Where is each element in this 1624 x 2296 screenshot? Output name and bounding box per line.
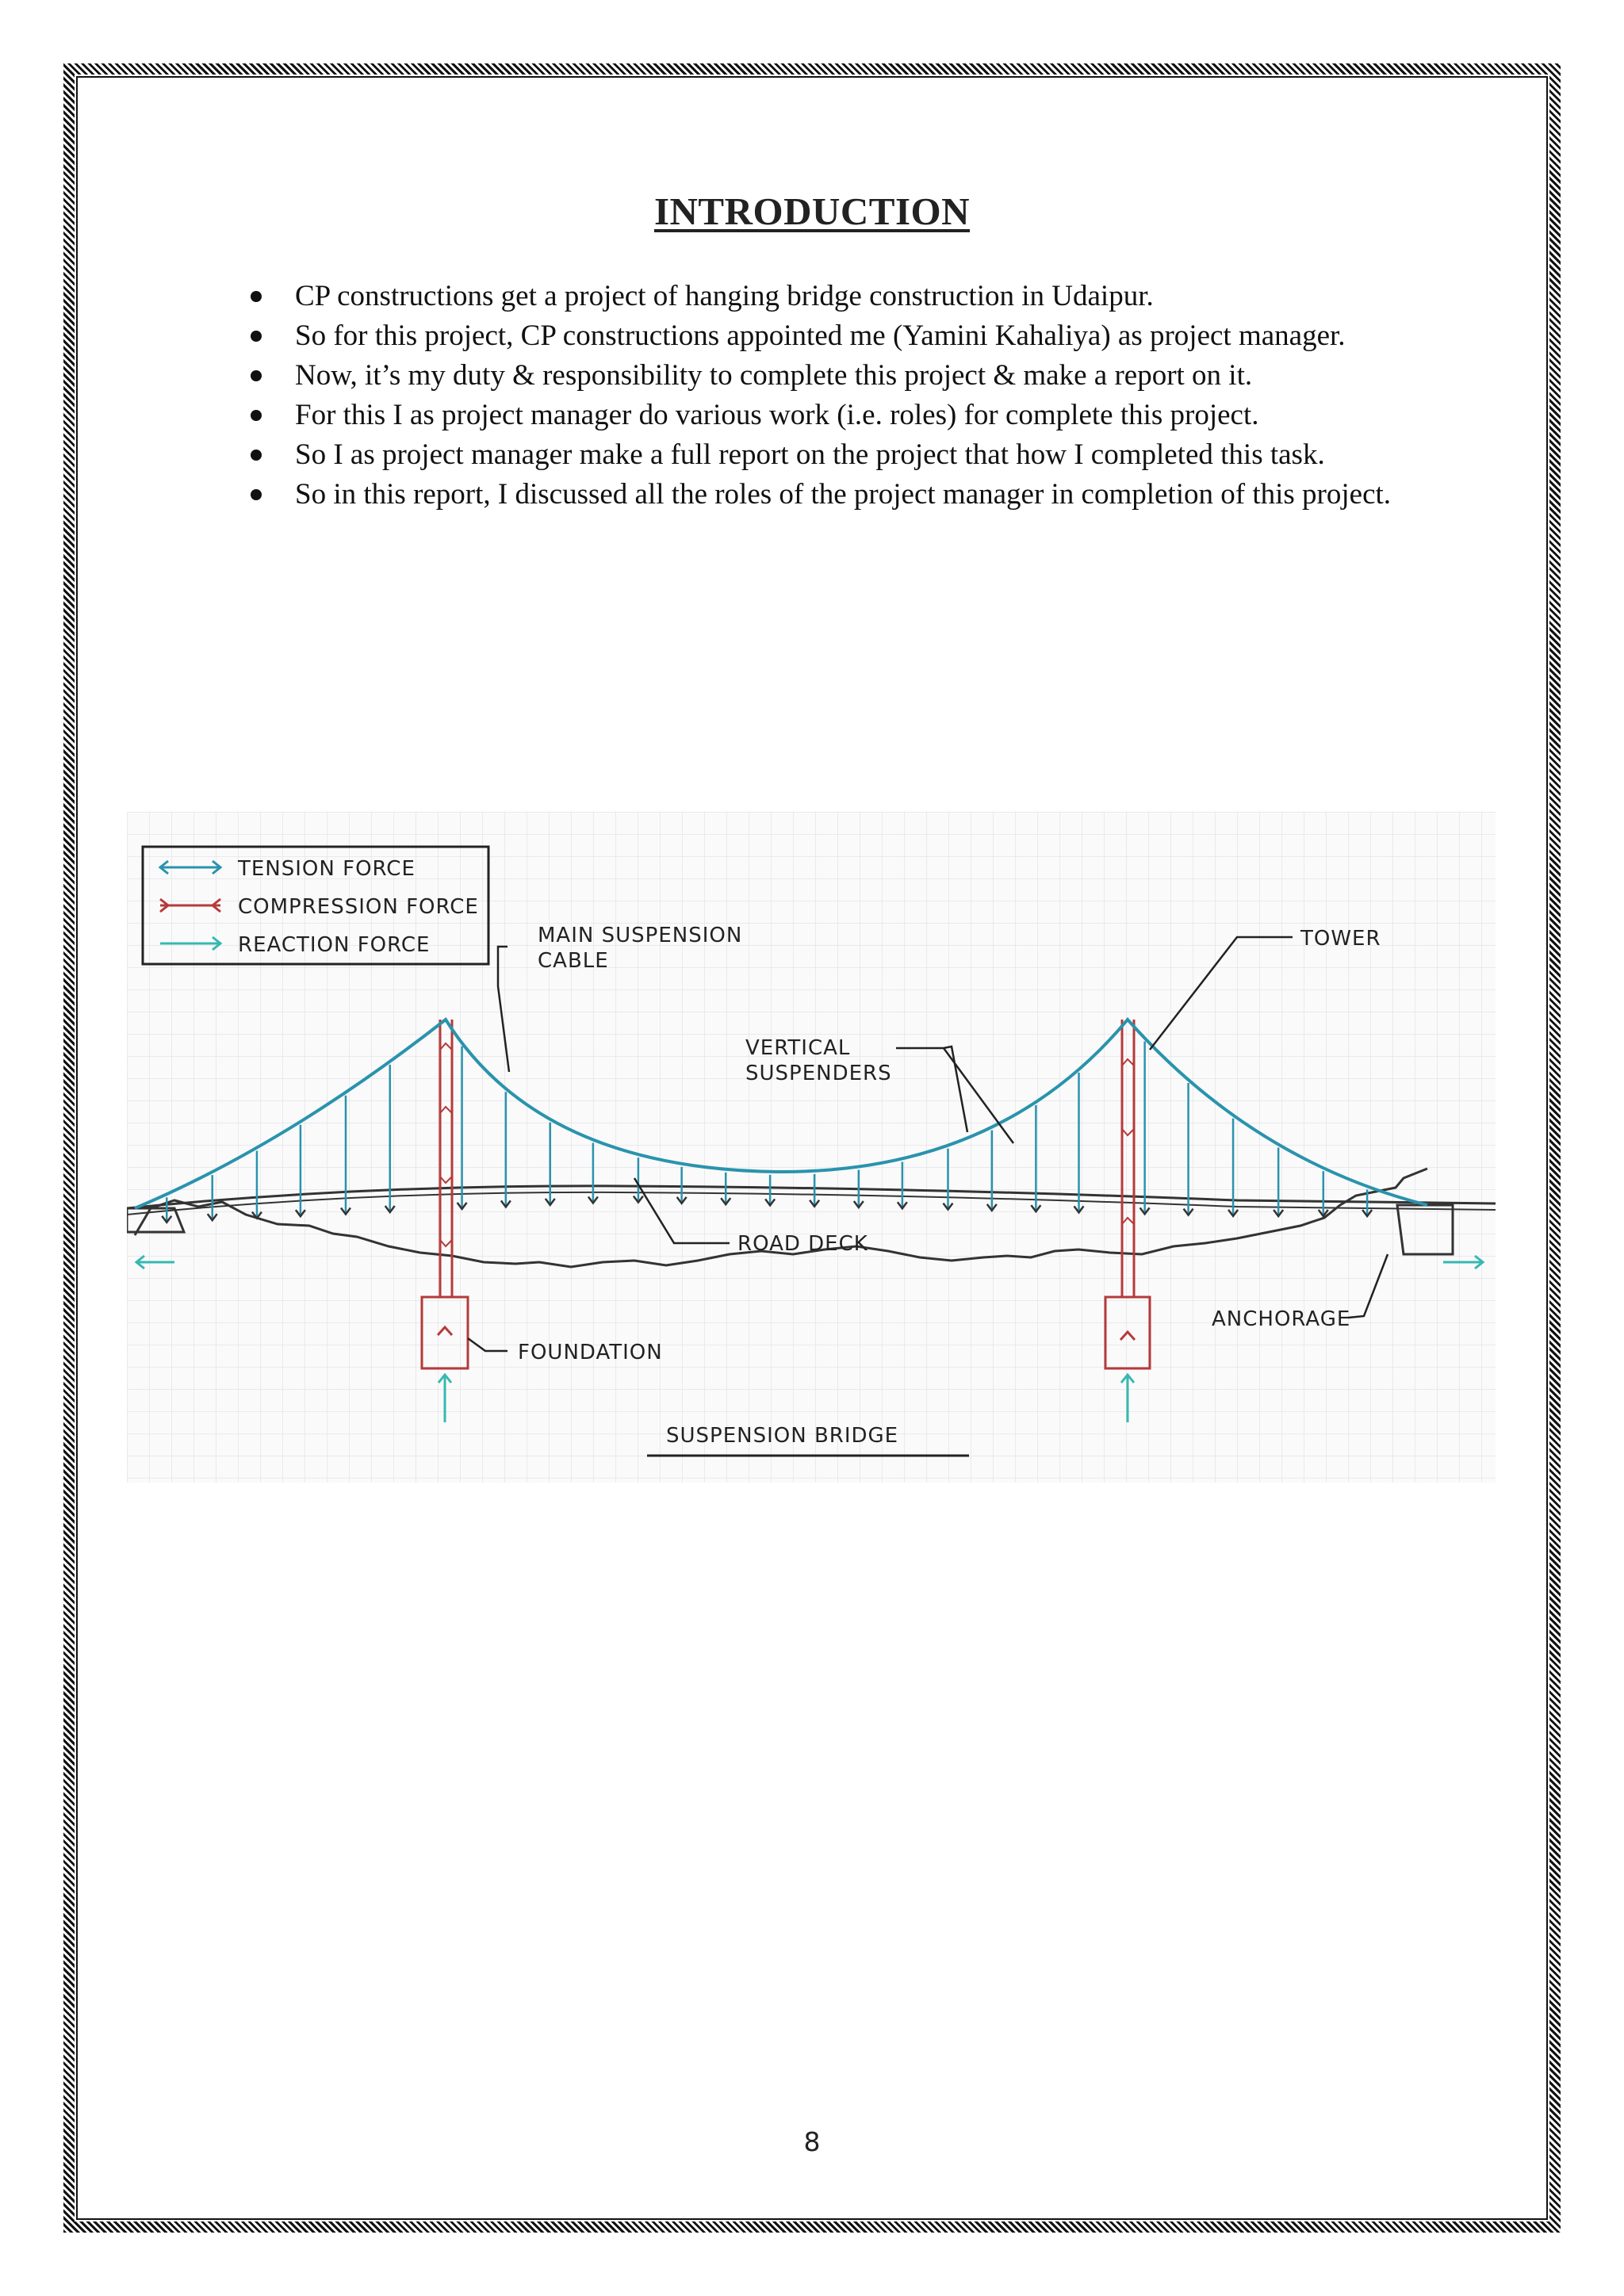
bullet-icon bbox=[251, 291, 262, 302]
bullet-icon bbox=[251, 450, 262, 461]
list-item: So I as project manager make a full report on the project that how I completed this task. bbox=[295, 436, 1413, 473]
tower-label: TOWER bbox=[1300, 927, 1381, 951]
list-item: So for this project, CP constructions appointed me (Yamini Kahaliya) as project manager. bbox=[295, 317, 1413, 354]
suspenders-label-line1: VERTICAL bbox=[745, 1036, 851, 1060]
list-item: CP constructions get a project of hanging bridge construction in Udaipur. bbox=[295, 277, 1413, 315]
bullet-icon bbox=[251, 370, 262, 381]
main-cable-label-line2: CABLE bbox=[538, 949, 609, 973]
list-item: Now, it’s my duty & responsibility to complete this project & make a report on it. bbox=[295, 357, 1413, 394]
main-cable-label-line1: MAIN SUSPENSION bbox=[538, 924, 743, 947]
legend-tension-label: TENSION FORCE bbox=[238, 857, 416, 881]
bullet-icon bbox=[251, 331, 262, 342]
road-deck-label: ROAD DECK bbox=[737, 1232, 868, 1256]
list-item: So in this report, I discussed all the roles of the project manager in completion of this project. bbox=[295, 476, 1413, 513]
legend-compression-label: COMPRESSION FORCE bbox=[238, 895, 479, 919]
bullet-list bbox=[295, 277, 1413, 515]
figure-caption: SUSPENSION BRIDGE bbox=[666, 1424, 899, 1448]
page-number: 8 bbox=[803, 2126, 821, 2157]
suspenders-label-line2: SUSPENDERS bbox=[745, 1062, 892, 1085]
legend-reaction-label: REACTION FORCE bbox=[238, 933, 431, 957]
suspension-bridge-figure bbox=[127, 812, 1496, 1483]
anchorage-label: ANCHORAGE bbox=[1212, 1307, 1351, 1331]
page-title: INTRODUCTION bbox=[653, 189, 971, 233]
bullet-icon bbox=[251, 489, 262, 500]
bridge-diagram bbox=[127, 812, 1496, 1483]
list-item: For this I as project manager do various work (i.e. roles) for complete this project. bbox=[295, 396, 1413, 434]
foundation-label: FOUNDATION bbox=[518, 1341, 663, 1364]
bullet-icon bbox=[251, 410, 262, 421]
